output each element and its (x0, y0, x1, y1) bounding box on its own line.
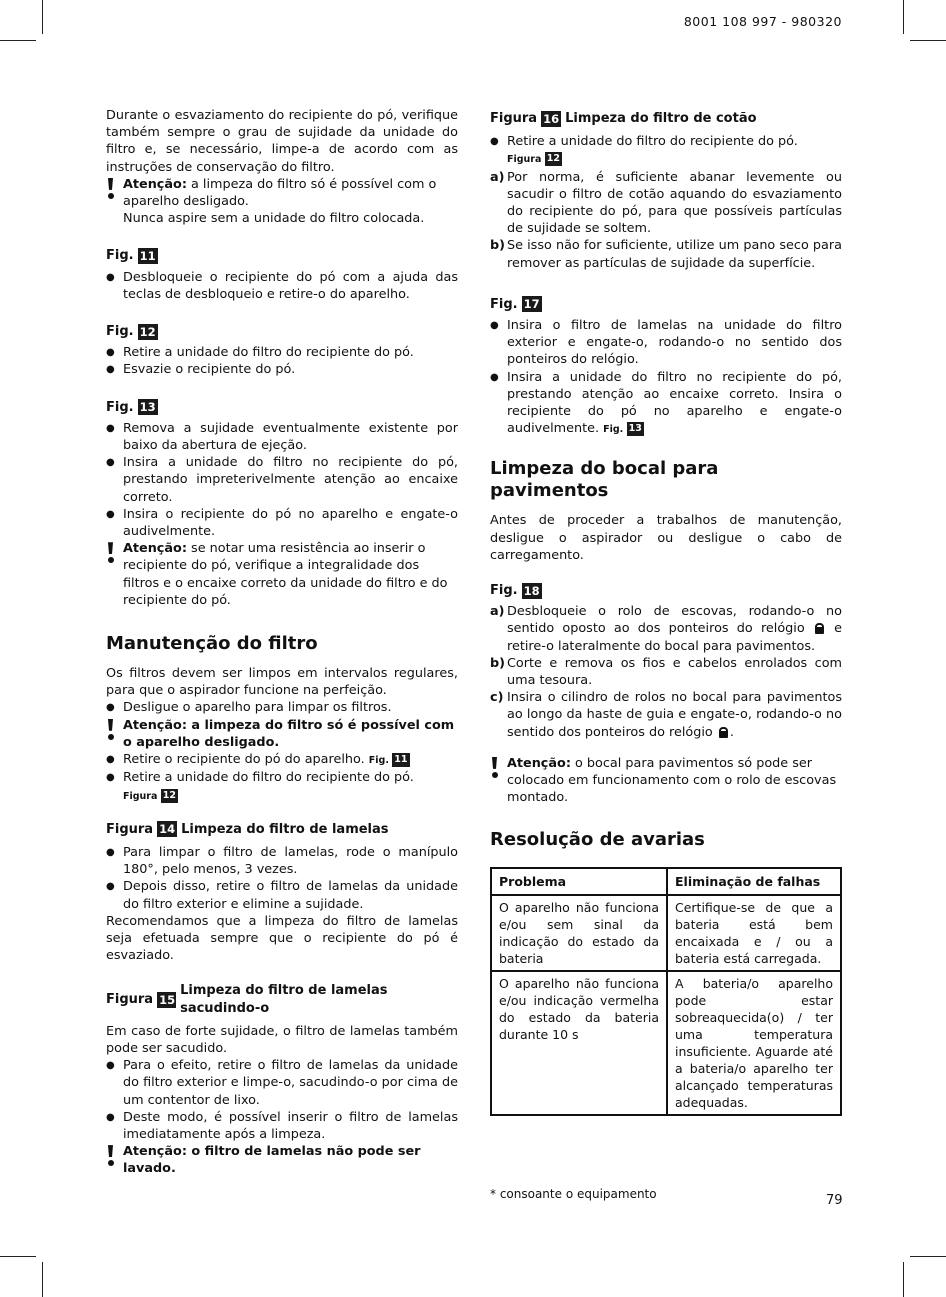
warning-text: Nunca aspire sem a unidade do filtro colocada. (123, 211, 425, 227)
crop-mark (910, 40, 946, 41)
list-item: ● Insira a unidade do filtro no recipiente do pó, prestando atenção ao encaixe correto. Insira o recipiente do pó no aparelho e engate-o audivelmente. Fig. 13 (490, 369, 842, 439)
table-header-row (491, 868, 841, 895)
list-item: a) Por norma, é suficiente abanar levemente ou sacudir o filtro de cotão aquando do esvaziamento do recipiente do pó, para que possíveis partículas de sujidade se soltem. (490, 169, 842, 237)
list-item: c) Insira o cilindro de rolos no bocal para pavimentos ao longo da haste de guia e engate-o, rodando-o no sentido dos ponteiros do relógio . (490, 690, 842, 740)
list-item: ● Retire o recipiente do pó do aparelho. Fig. 11 (106, 751, 458, 769)
table-row (491, 971, 841, 1115)
crop-mark (0, 1256, 36, 1257)
paragraph: Recomendamos que a limpeza do filtro de lamelas seja efetuada sempre que o recipiente do pó é esvaziado. (106, 913, 458, 964)
fig-label: Fig. (490, 296, 518, 312)
troubleshooting-table (490, 867, 842, 1116)
paragraph: Os filtros devem ser limpos em intervalos regulares, para que o aspirador funcione na perfeição. (106, 666, 458, 699)
warning-text: se notar uma resistência ao inserir o recipiente do pó, verifique a integralidade dos filtros e o encaixe correto da unidade do filtro e do recipiente do pó. (123, 541, 448, 608)
list-item: ● Para o efeito, retire o filtro de lamelas da unidade do filtro exterior e limpe-o, sacudindo-o por cima de um contentor de lixo. (106, 1057, 458, 1109)
crop-mark (42, 0, 43, 34)
fig-label: Fig. (106, 324, 134, 340)
fig-label: Fig. (490, 583, 518, 599)
warning-icon (490, 757, 500, 778)
list-item: ● Desligue o aparelho para limpar os filtros. (106, 699, 458, 716)
warning-box (106, 1143, 458, 1177)
doc-number: 8001 108 997 - 980320 (683, 14, 842, 29)
list-item: b) Se isso não for suficiente, utilize um pano seco para remover as partículas de sujidade da superfície. (490, 238, 842, 271)
crop-mark (0, 40, 36, 41)
fig-reference: Fig. 11 (368, 754, 408, 767)
crop-mark (910, 1256, 946, 1257)
warning-label: Atenção: (507, 755, 571, 771)
list-item: ● Desbloqueie o recipiente do pó com a ajuda das teclas de desbloqueio e retire-o do aparelho. (106, 269, 458, 303)
warning-text: Atenção: o filtro de lamelas não pode ser lavado. (123, 1144, 421, 1177)
left-column (106, 107, 458, 1178)
list-item: b) Corte e remova os fios e cabelos enrolados com uma tesoura. (490, 655, 842, 689)
table-row (491, 895, 841, 971)
section-heading: Resolução de avarias (490, 828, 705, 850)
fig-number: 15 (159, 992, 176, 1007)
fig-title: Limpeza do filtro de cotão (565, 111, 757, 126)
list-item: ● Retire a unidade do filtro do recipiente do pó. Figura 12 (106, 769, 458, 804)
crop-mark (903, 1262, 904, 1297)
list-item: ● Esvazie o recipiente do pó. (106, 361, 458, 378)
fig-number: 17 (523, 297, 540, 312)
paragraph: Antes de proceder a trabalhos de manutenção, desligue o aspirador ou desligue o cabo de carregamento. (490, 513, 842, 563)
fig-heading (106, 399, 458, 416)
fig-heading: Figura 15 Limpeza do filtro de lamelas sacudindo-o (106, 982, 458, 1016)
crop-mark (42, 1262, 43, 1297)
fig-heading (106, 247, 458, 264)
fig-label: Fig. (106, 399, 134, 415)
lock-icon (719, 727, 728, 738)
warning-label: Atenção: (123, 541, 187, 557)
fig-reference: Figura 12 (123, 789, 176, 802)
fig-heading: Figura 16 Limpeza do filtro de cotão (490, 111, 757, 126)
fig-number: 16 (543, 111, 560, 126)
table-header: Problema (491, 868, 667, 895)
unlock-icon (815, 623, 824, 634)
crop-mark (903, 0, 904, 34)
fig-title: Limpeza do filtro de lamelas (181, 821, 389, 837)
fig-number: 13 (139, 400, 156, 415)
warning-icon (106, 178, 116, 199)
fig-reference: Figura 12 (507, 153, 560, 166)
warning-text: o bocal para pavimentos só pode ser colocado em funcionamento com o rolo de escovas montado. (507, 755, 837, 806)
warning-box (106, 176, 458, 228)
fig-reference: Fig. 13 (603, 423, 642, 436)
warning-box (106, 540, 458, 609)
table-cell: Certifique-se de que a bateria está bem encaixada e / ou a bateria está carregada. (667, 895, 841, 971)
table-cell: O aparelho não funciona e/ou sem sinal da indicação do estado da bateria (491, 895, 667, 971)
section-heading: Limpeza do bocal para pavimentos (490, 458, 719, 502)
fig-number: 12 (139, 324, 156, 339)
fig-number: 14 (159, 822, 176, 837)
table-cell: A bateria/o aparelho pode estar sobreaquecida(o) / ter uma temperatura insuficiente. Aguarde até a bateria/o aparelho ter alcançado temperaturas adequadas. (667, 971, 841, 1115)
list-item: a) Desbloqueie o rolo de escovas, rodando-o no sentido oposto ao dos ponteiros do relógio e retire-o lateralmente do bocal para pavimentos. (490, 604, 842, 654)
fig-heading (490, 582, 842, 599)
list-item: ● Para limpar o filtro de lamelas, rode o manípulo 180°, pelo menos, 3 vezes. (106, 844, 458, 878)
fig-heading (490, 296, 842, 313)
list-item: ● Insira o recipiente do pó no aparelho e engate-o audivelmente. (106, 506, 458, 540)
list-item: ● Deste modo, é possível inserir o filtro de lamelas imediatamente após a limpeza. (106, 1109, 458, 1143)
footer-note: * consoante o equipamento (490, 1187, 657, 1201)
paragraph: Em caso de forte sujidade, o filtro de lamelas também pode ser sacudido. (106, 1023, 458, 1056)
warning-icon (106, 542, 116, 563)
warning-box (106, 717, 458, 751)
list-item: ● Insira a unidade do filtro no recipiente do pó, prestando impreterivelmente atenção ao encaixe correto. (106, 454, 458, 506)
warning-text: Atenção: a limpeza do filtro só é possível com o aparelho desligado. (123, 717, 455, 750)
warning-icon (106, 719, 116, 740)
page-number: 79 (826, 1193, 843, 1208)
warning-text: a limpeza do filtro só é possível com o aparelho desligado. (123, 176, 437, 210)
fig-number: 11 (139, 249, 156, 264)
right-column (490, 110, 842, 1116)
table-header: Eliminação de falhas (667, 868, 841, 895)
fig-label: Fig. (106, 248, 134, 264)
fig-heading (106, 323, 458, 340)
warning-icon (106, 1145, 116, 1166)
section-heading: Manutenção do filtro (106, 633, 318, 655)
list-item: ● Insira o filtro de lamelas na unidade do filtro exterior e engate-o, rodando-o no sentido dos ponteiros do relógio. (490, 317, 842, 369)
table-cell: O aparelho não funciona e/ou indicação vermelha do estado da bateria durante 10 s (491, 971, 667, 1115)
warning-label: Atenção: (123, 176, 187, 192)
list-item: ● Remova a sujidade eventualmente existente por baixo da abertura de ejeção. (106, 420, 458, 454)
list-item: ● Retire a unidade do filtro do recipiente do pó. (106, 344, 458, 361)
intro-paragraph: Durante o esvaziamento do recipiente do pó, verifique também sempre o grau de sujidade da unidade do filtro e, se necessário, limpe-a de acordo com as instruções de conservação do filtro. (106, 108, 458, 175)
fig-heading: Figura 14 Limpeza do filtro de lamelas (106, 821, 389, 837)
fig-title: Limpeza do filtro de lamelas sacudindo-o (180, 983, 388, 1016)
warning-box (490, 755, 842, 807)
fig-number: 18 (523, 583, 540, 598)
list-item: ● Depois disso, retire o filtro de lamelas da unidade do filtro exterior e elimine a sujidade. (106, 878, 458, 912)
list-item: ● Retire a unidade do filtro do recipiente do pó. Figura 12 (490, 133, 842, 168)
